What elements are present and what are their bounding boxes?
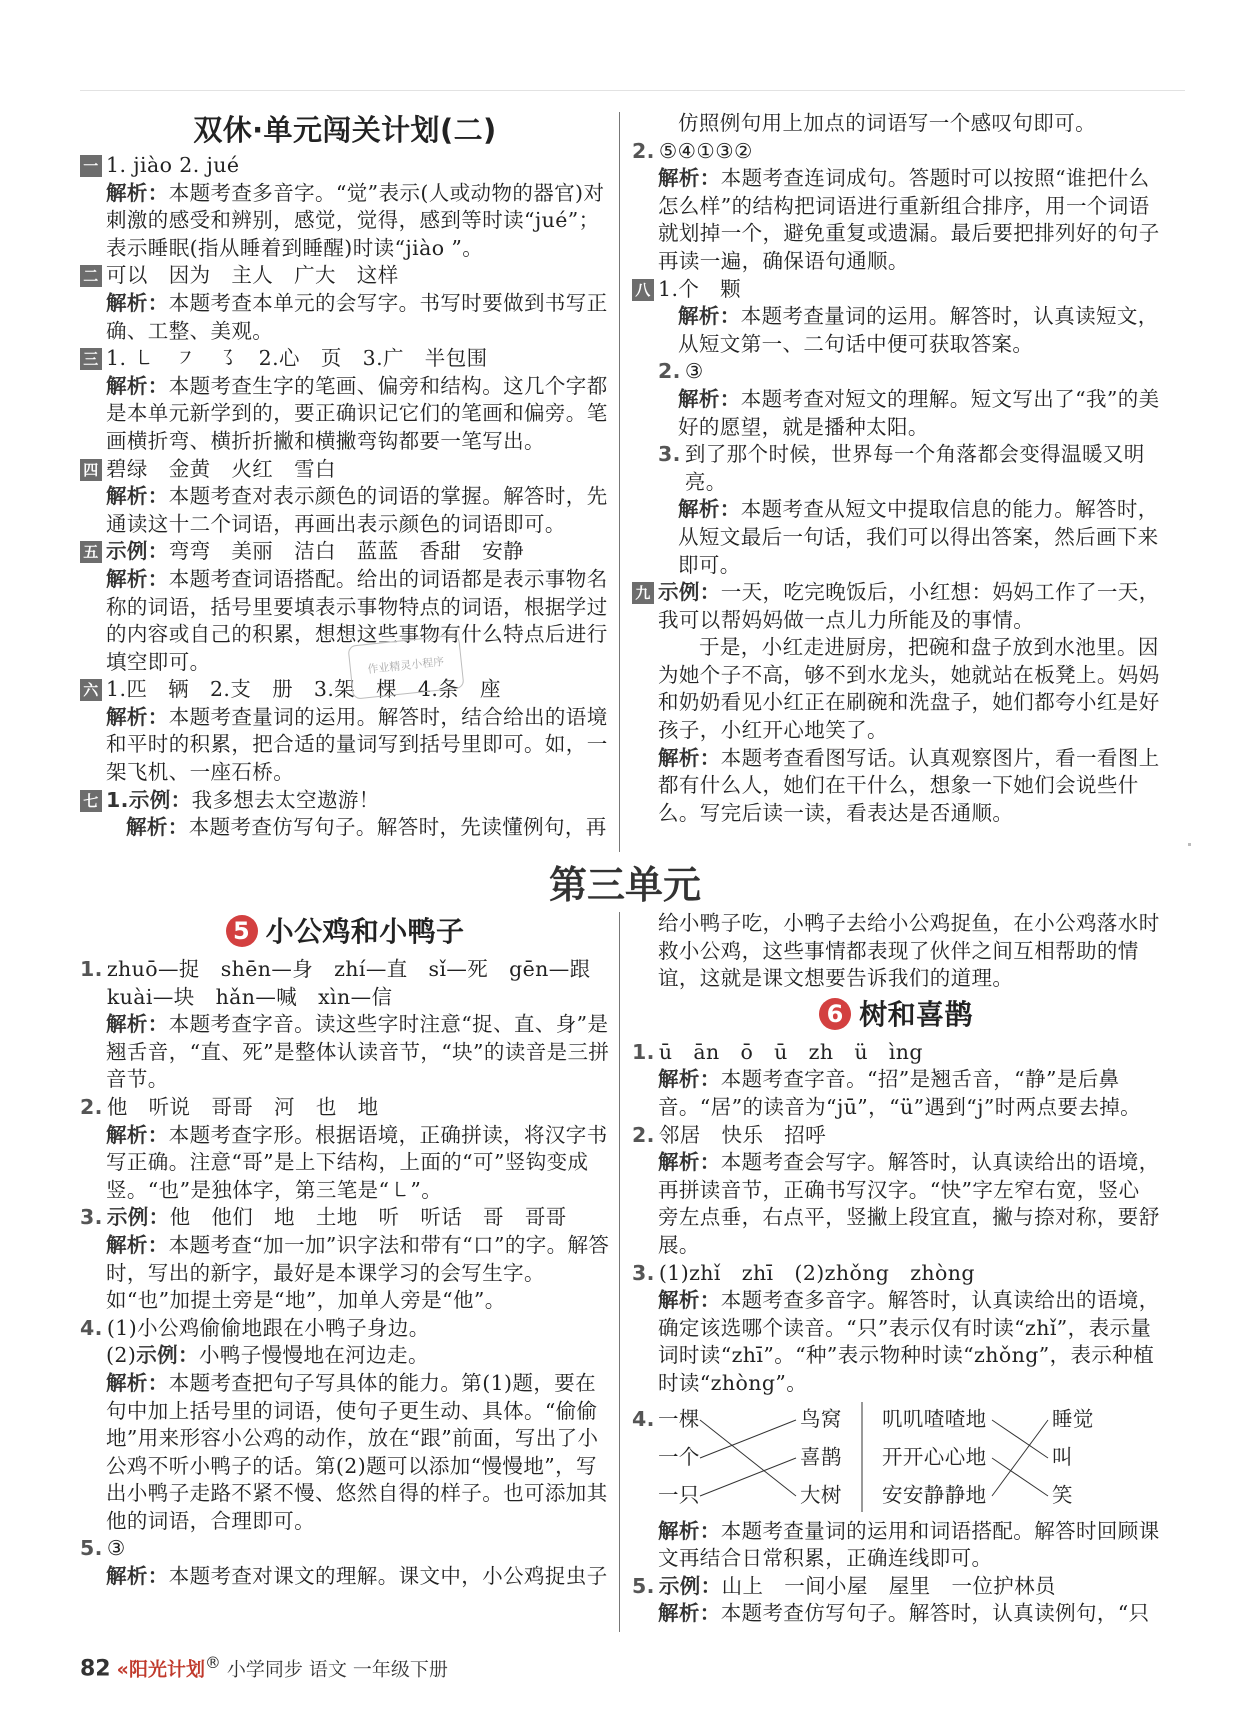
brand-name: 阳光计划: [128, 1658, 205, 1681]
lesson-number-badge: 6: [819, 998, 851, 1030]
match-line: [992, 1420, 1048, 1458]
continued-text: 仿照例句用上加点的词语写一个感叹句即可。: [678, 111, 1096, 135]
section-title: 双休·单元闯关计划(二): [193, 113, 497, 147]
match-line: [992, 1458, 1048, 1496]
question-4: 四 碧绿 金黄 火红 雪白: [80, 456, 610, 484]
analysis: 解析：本题考查会写字。解答时，认真读给出的语境，再拼读音节，正确书写汉字。“快”字左窄右宽，竖心旁左点垂，右点平，竖撇上段宜直，撇与捺对称，要舒展。: [658, 1150, 1160, 1257]
lesson-title: 5 小公鸡和小鸭子: [80, 910, 610, 954]
match-right-item: 喜鹊: [800, 1444, 842, 1469]
matching-lines: [632, 1400, 1160, 1518]
analysis: 解析：本题考查看图写话。认真观察图片，看一看图上都有什么人，她们在干什么，想象一下她们会说些什么。写完后读一读，看表达是否通顺。: [658, 745, 1160, 825]
match-line: [700, 1420, 796, 1458]
analysis: 解析：本题考查对短文的理解。短文写出了“我”的美好的愿望，就是播种太阳。: [678, 386, 1160, 439]
question-8-3: 3. 到了那个时候，世界每一个角落都会变得温暖又明亮。: [658, 442, 1145, 494]
analysis: 解析：本题考查生字的笔画、偏旁和结构。这几个字都是本单元新学到的，要正确识记它们的笔画和偏旁。笔画横折弯、横折折撇和横撇弯钩都要一笔写出。: [106, 373, 608, 453]
l5-question-5: 5. ③: [80, 1536, 126, 1561]
column-divider: [619, 112, 620, 852]
sample-paragraph: 于是，小红走进厨房，把碗和盘子放到水池里。因为她个子不高，够不到水龙头，她就站在板凳上。妈妈和奶奶看见小红正在刷碗和洗盘子，她们都夸小红是好孩子，小红开心地笑了。: [658, 635, 1160, 743]
l5-question-4-2: (2)示例：小鸭子慢慢地在河边走。: [106, 1343, 429, 1368]
top-rule: [80, 90, 1185, 91]
question-badge: 四: [80, 459, 102, 481]
analysis: 解析：本题考查本单元的会写字。书写时要做到书写正确、工整、美观。: [106, 290, 608, 343]
lesson6-column: [632, 910, 1160, 1628]
question-6: 六 1.匹 辆 2.支 册 3.架 棵 4.条 座: [80, 676, 610, 704]
match-left-item: 安安静静地: [882, 1482, 987, 1507]
question-badge: 九: [632, 582, 654, 604]
match-left-item: 开开心心地: [882, 1444, 987, 1469]
section1-left-column: [80, 110, 610, 842]
question-2: 二 可以 因为 主人 广大 这样: [80, 262, 610, 290]
analysis: 解析：本题考查“加一加”识字法和带有“口”的字。解答时，写出的新字，最好是本课学习的会写生字。如“也”加提土旁是“地”，加单人旁是“他”。: [106, 1232, 610, 1313]
question-badge: 六: [80, 679, 102, 701]
l5-question-1: 1. zhuō—捉 shēn—身 zhí—直 sǐ—死 gēn—跟 kuài—块 hǎn—喊 xìn—信: [80, 957, 612, 1009]
question-8: 八 1.个 颗: [632, 276, 1160, 304]
question-badge: 一: [80, 155, 102, 177]
analysis: 解析：本题考查量词的运用。解答时，认真读短文，从短文第一、二句话中便可获取答案。: [678, 304, 1159, 356]
question-3: 三 1. ㇄ ㇇ ㇌ 2.心 页 3.广 半包围: [80, 345, 610, 373]
l6-question-3: 3. (1)zhǐ zhī (2)zhǒng zhòng: [632, 1260, 975, 1285]
question-badge: 三: [80, 348, 102, 370]
match-right-item: 笑: [1052, 1482, 1073, 1507]
lesson-title: 6 树和喜鹊: [632, 993, 1160, 1037]
continued-text: 给小鸭子吃，小鸭子去给小公鸡捉鱼，在小公鸡落水时救小公鸡，这些事情都表现了伙伴之间互相帮助的情谊，这就是课文想要告诉我们的道理。: [658, 911, 1160, 991]
match-right-item: 鸟窝: [800, 1406, 842, 1431]
match-right-item: 睡觉: [1052, 1406, 1094, 1431]
question-9: 九 示例：一天，吃完晚饭后，小红想：妈妈工作了一天，我可以帮妈妈做一点儿力所能及的事情。: [632, 579, 1160, 634]
registered-mark: ®: [204, 1653, 221, 1672]
match-line: [992, 1420, 1048, 1496]
analysis: 解析：本题考查对表示颜色的词语的掌握。解答时，先通读这十二个词语，再画出表示颜色的词语即可。: [106, 484, 608, 536]
analysis: 解析：本题考查字音。“招”是翘舌音，“静”是后鼻音。“居”的读音为“jū”，“ü”遇到“j”时两点要去掉。: [658, 1067, 1142, 1119]
analysis: 解析：本题考查多音字。解答时，认真读给出的语境，确定该选哪个读音。“只”表示仅有时读“zhǐ”，表示量词时读“zhī”。“种”表示物种时读“zhǒng”，表示种植时读“zhòng”。: [658, 1288, 1160, 1395]
l5-question-3: 3. 示例：他 他们 地 土地 听 听话 哥 哥哥: [80, 1205, 567, 1230]
analysis: 解析：本题考查量词的运用。解答时，结合给出的语境和平时的积累，把合适的量词写到括号里即可。如，一架飞机、一座石桥。: [106, 704, 608, 785]
question-7-2: 2. ⑤④①③②: [632, 138, 753, 163]
lesson-number-badge: 5: [226, 915, 258, 947]
analysis: 解析：本题考查量词的运用和词语搭配。解答时回顾课文再结合日常积累，正确连线即可。: [658, 1518, 1160, 1571]
l5-question-4: 4. (1)小公鸡偷偷地跟在小鸭子身边。: [80, 1315, 430, 1340]
question-7: 七 1.示例：我多想去太空遨游！: [80, 787, 610, 815]
analysis: 解析：本题考查字形。根据语境，正确拼读，将汉字书写正确。注意“哥”是上下结构，上面的“可”竖钩变成竖。“也”是独体字，第三笔是“㇄”。: [106, 1122, 608, 1202]
question-badge: 七: [80, 790, 102, 812]
book-info: 小学同步 语文 一年级下册: [220, 1658, 448, 1681]
l5-question-2: 2. 他 听说 哥哥 河 也 地: [80, 1094, 379, 1119]
section1-right-column: [632, 110, 1160, 827]
question-1: 一 1. jiào 2. jué: [80, 152, 610, 180]
match-left-item: 叽叽喳喳地: [882, 1406, 987, 1431]
analysis: 解析：本题考查字音。读这些字时注意“捉、直、身”是翘舌音，“直、死”是整体认读音节，“块”的读音是三拼音节。: [106, 1012, 610, 1092]
match-left-item: 一棵: [658, 1406, 700, 1431]
analysis: 解析：本题考查仿写句子。解答时，先读懂例句，再: [126, 815, 607, 840]
lesson5-column: [80, 910, 610, 1591]
match-right-item: 叫: [1052, 1444, 1073, 1469]
unit-title: 第三单元: [548, 863, 701, 907]
match-left-item: 一个: [658, 1444, 700, 1469]
l6-question-1: 1. ū ān ō ū zh ü ìng: [632, 1039, 923, 1064]
question-badge: 八: [632, 279, 654, 301]
match-right-item: 大树: [800, 1482, 842, 1507]
analysis: 解析：本题考查词语搭配。给出的词语都是表示事物名称的词语，括号里要填表示事物特点的词语，根据学过的内容或自己的积累，想想这些事物有什么特点后进行填空即可。: [106, 566, 608, 674]
match-line: [700, 1420, 796, 1496]
analysis: 解析：本题考查把句子写具体的能力。第(1)题，要在句中加上括号里的词语，使句子更生动、具体。“偷偷地”用来形容小公鸡的动作，放在“跟”前面，写出了小公鸡不听小鸭子的话。第(2)题可以添加“慢慢地”，写出小鸭子走路不紧不慢、悠然自得的样子。也可添加其他的词语，合理即可。: [106, 1370, 608, 1533]
match-left-item: 一只: [658, 1482, 700, 1507]
analysis: 解析：本题考查连词成句。答题时可以按照“谁把什么怎么样”的结构把词语进行重新组合排序，用一个词语就划掉一个，避免重复或遗漏。最后要把排列好的句子再读一遍，确保语句通顺。: [658, 166, 1160, 273]
page-number: 82: [80, 1656, 111, 1682]
column-divider: [619, 912, 620, 1632]
analysis: 解析：本题考查仿写句子。解答时，认真读例句，“只: [658, 1601, 1150, 1626]
margin-dot: [1188, 843, 1191, 846]
l6-question-5: 5. 示例：山上 一间小屋 屋里 一位护林员: [632, 1573, 1056, 1598]
analysis: 解析：本题考查从短文中提取信息的能力。解答时，从短文最后一句话，我们可以得出答案，然后画下来即可。: [678, 497, 1159, 577]
analysis: 解析：本题考查对课文的理解。课文中，小公鸡捉虫子: [106, 1564, 608, 1589]
double-chevron-icon: «: [116, 1658, 129, 1681]
l6-question-2: 2. 邻居 快乐 招呼: [632, 1122, 827, 1147]
question-badge: 二: [80, 265, 102, 287]
page-footer: [80, 1653, 448, 1681]
question-5: 五 示例：弯弯 美丽 洁白 蓝蓝 香甜 安静: [80, 538, 610, 566]
analysis: 解析：本题考查多音字。“觉”表示(人或动物的器官)对刺激的感受和辨别，感觉，觉得，感到等时读“jué”；表示睡眠(指从睡着到睡醒)时读“jiào ”。: [106, 180, 605, 260]
question-badge: 五: [80, 541, 102, 563]
question-8-2: 2. ③: [658, 359, 704, 384]
l6-question-4-matching: 4. 一棵 一个 一只 鸟窝 喜鹊 大树 叽叽喳喳地 开开心心地 安安静静地 睡觉 叫 笑: [632, 1400, 1160, 1518]
match-line: [700, 1458, 796, 1496]
watermark-stamp: 作业精灵小程序: [347, 634, 464, 699]
